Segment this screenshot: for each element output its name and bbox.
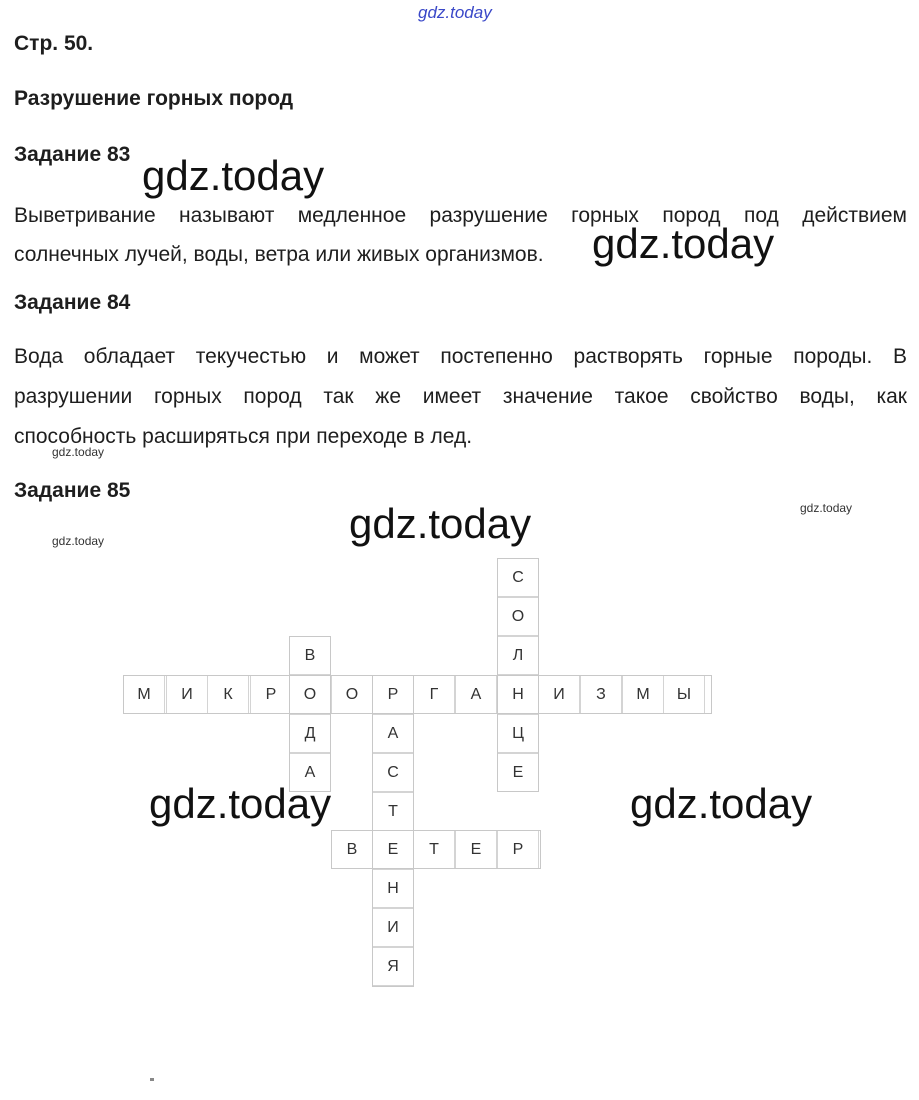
crossword-cell-mikroorganizmy-6: О	[331, 675, 373, 714]
crossword-cell-voda-1: В	[289, 636, 331, 675]
crossword-outline-veter	[331, 830, 541, 869]
crossword-cell-mikroorganizmy-11: И	[538, 675, 580, 714]
task-83-heading: Задание 83	[14, 143, 131, 166]
stray-mark	[150, 1078, 154, 1081]
watermark: gdz.today	[349, 500, 532, 547]
crossword-cell-rasteniya-7: И	[372, 908, 414, 947]
crossword-cell-voda-3: Д	[289, 714, 331, 753]
crossword-cell-mikroorganizmy-10: Н	[497, 675, 539, 714]
crossword-cell-mikroorganizmy-3: К	[207, 675, 249, 714]
task-84-line-1: Вода обладает текучестью и может постепенно растворять горные породы. В	[14, 345, 907, 368]
task-84-heading: Задание 84	[14, 291, 131, 314]
crossword-cell-veter-3: Т	[413, 830, 455, 869]
task-83-line-2: солнечных лучей, воды, ветра или живых организмов.	[14, 243, 544, 266]
crossword-cell-mikroorganizmy-12: З	[580, 675, 622, 714]
crossword-cell-rasteniya-8: Я	[372, 947, 414, 986]
crossword-cell-rasteniya-2: А	[372, 714, 414, 753]
task-83-line-1: Выветривание называют медленное разрушение горных пород под действием	[14, 204, 907, 227]
crossword-cell-rasteniya-3: С	[372, 753, 414, 792]
crossword-cell-mikroorganizmy-13: М	[622, 675, 664, 714]
watermark-small: gdz.today	[52, 534, 105, 548]
crossword-cell-mikroorganizmy-14: Ы	[663, 675, 705, 714]
watermark-small: gdz.today	[800, 501, 853, 515]
task-85-heading: Задание 85	[14, 479, 131, 502]
watermark: gdz.today	[630, 780, 813, 827]
crossword-cell-veter-1: В	[331, 830, 373, 869]
section-title: Разрушение горных пород	[14, 87, 294, 110]
crossword-cell-veter-4: Е	[455, 830, 497, 869]
crossword-cell-solntse-1: С	[497, 558, 539, 597]
watermark-small: gdz.today	[52, 445, 105, 459]
crossword-cell-mikroorganizmy-5: О	[289, 675, 331, 714]
crossword-cell-solntse-2: О	[497, 597, 539, 636]
task-84-line-2: разрушении горных пород так же имеет значение такое свойство воды, как	[14, 385, 907, 408]
watermark: gdz.today	[142, 152, 325, 199]
page-number: Стр. 50.	[14, 32, 94, 55]
crossword-cell-mikroorganizmy-4: Р	[250, 675, 292, 714]
crossword-cell-mikroorganizmy-1: М	[123, 675, 165, 714]
crossword-outline-voda	[289, 636, 331, 792]
crossword-cell-rasteniya-4: Т	[372, 792, 414, 831]
crossword-cell-mikroorganizmy-2: И	[166, 675, 208, 714]
crossword-cell-veter-2: Е	[372, 830, 414, 869]
watermark: gdz.today	[592, 220, 775, 267]
crossword-outline-mikroorganizmy	[123, 675, 712, 714]
top-watermark: gdz.today	[418, 3, 492, 22]
crossword-cell-rasteniya-6: Н	[372, 869, 414, 908]
crossword-cell-mikroorganizmy-8: Г	[413, 675, 455, 714]
task-84-line-3: способность расширяться при переходе в лед.	[14, 425, 473, 448]
crossword-cell-veter-5: Р	[497, 830, 539, 869]
crossword-cell-solntse-6: Е	[497, 753, 539, 792]
task-84-text	[14, 337, 907, 457]
watermark: gdz.today	[149, 780, 332, 827]
crossword-cell-solntse-3: Л	[497, 636, 539, 675]
crossword-cell-mikroorganizmy-9: А	[455, 675, 497, 714]
crossword-cell-voda-4: А	[289, 753, 331, 792]
crossword-cell-solntse-5: Ц	[497, 714, 539, 753]
crossword-cell-mikroorganizmy-7: Р	[372, 675, 414, 714]
